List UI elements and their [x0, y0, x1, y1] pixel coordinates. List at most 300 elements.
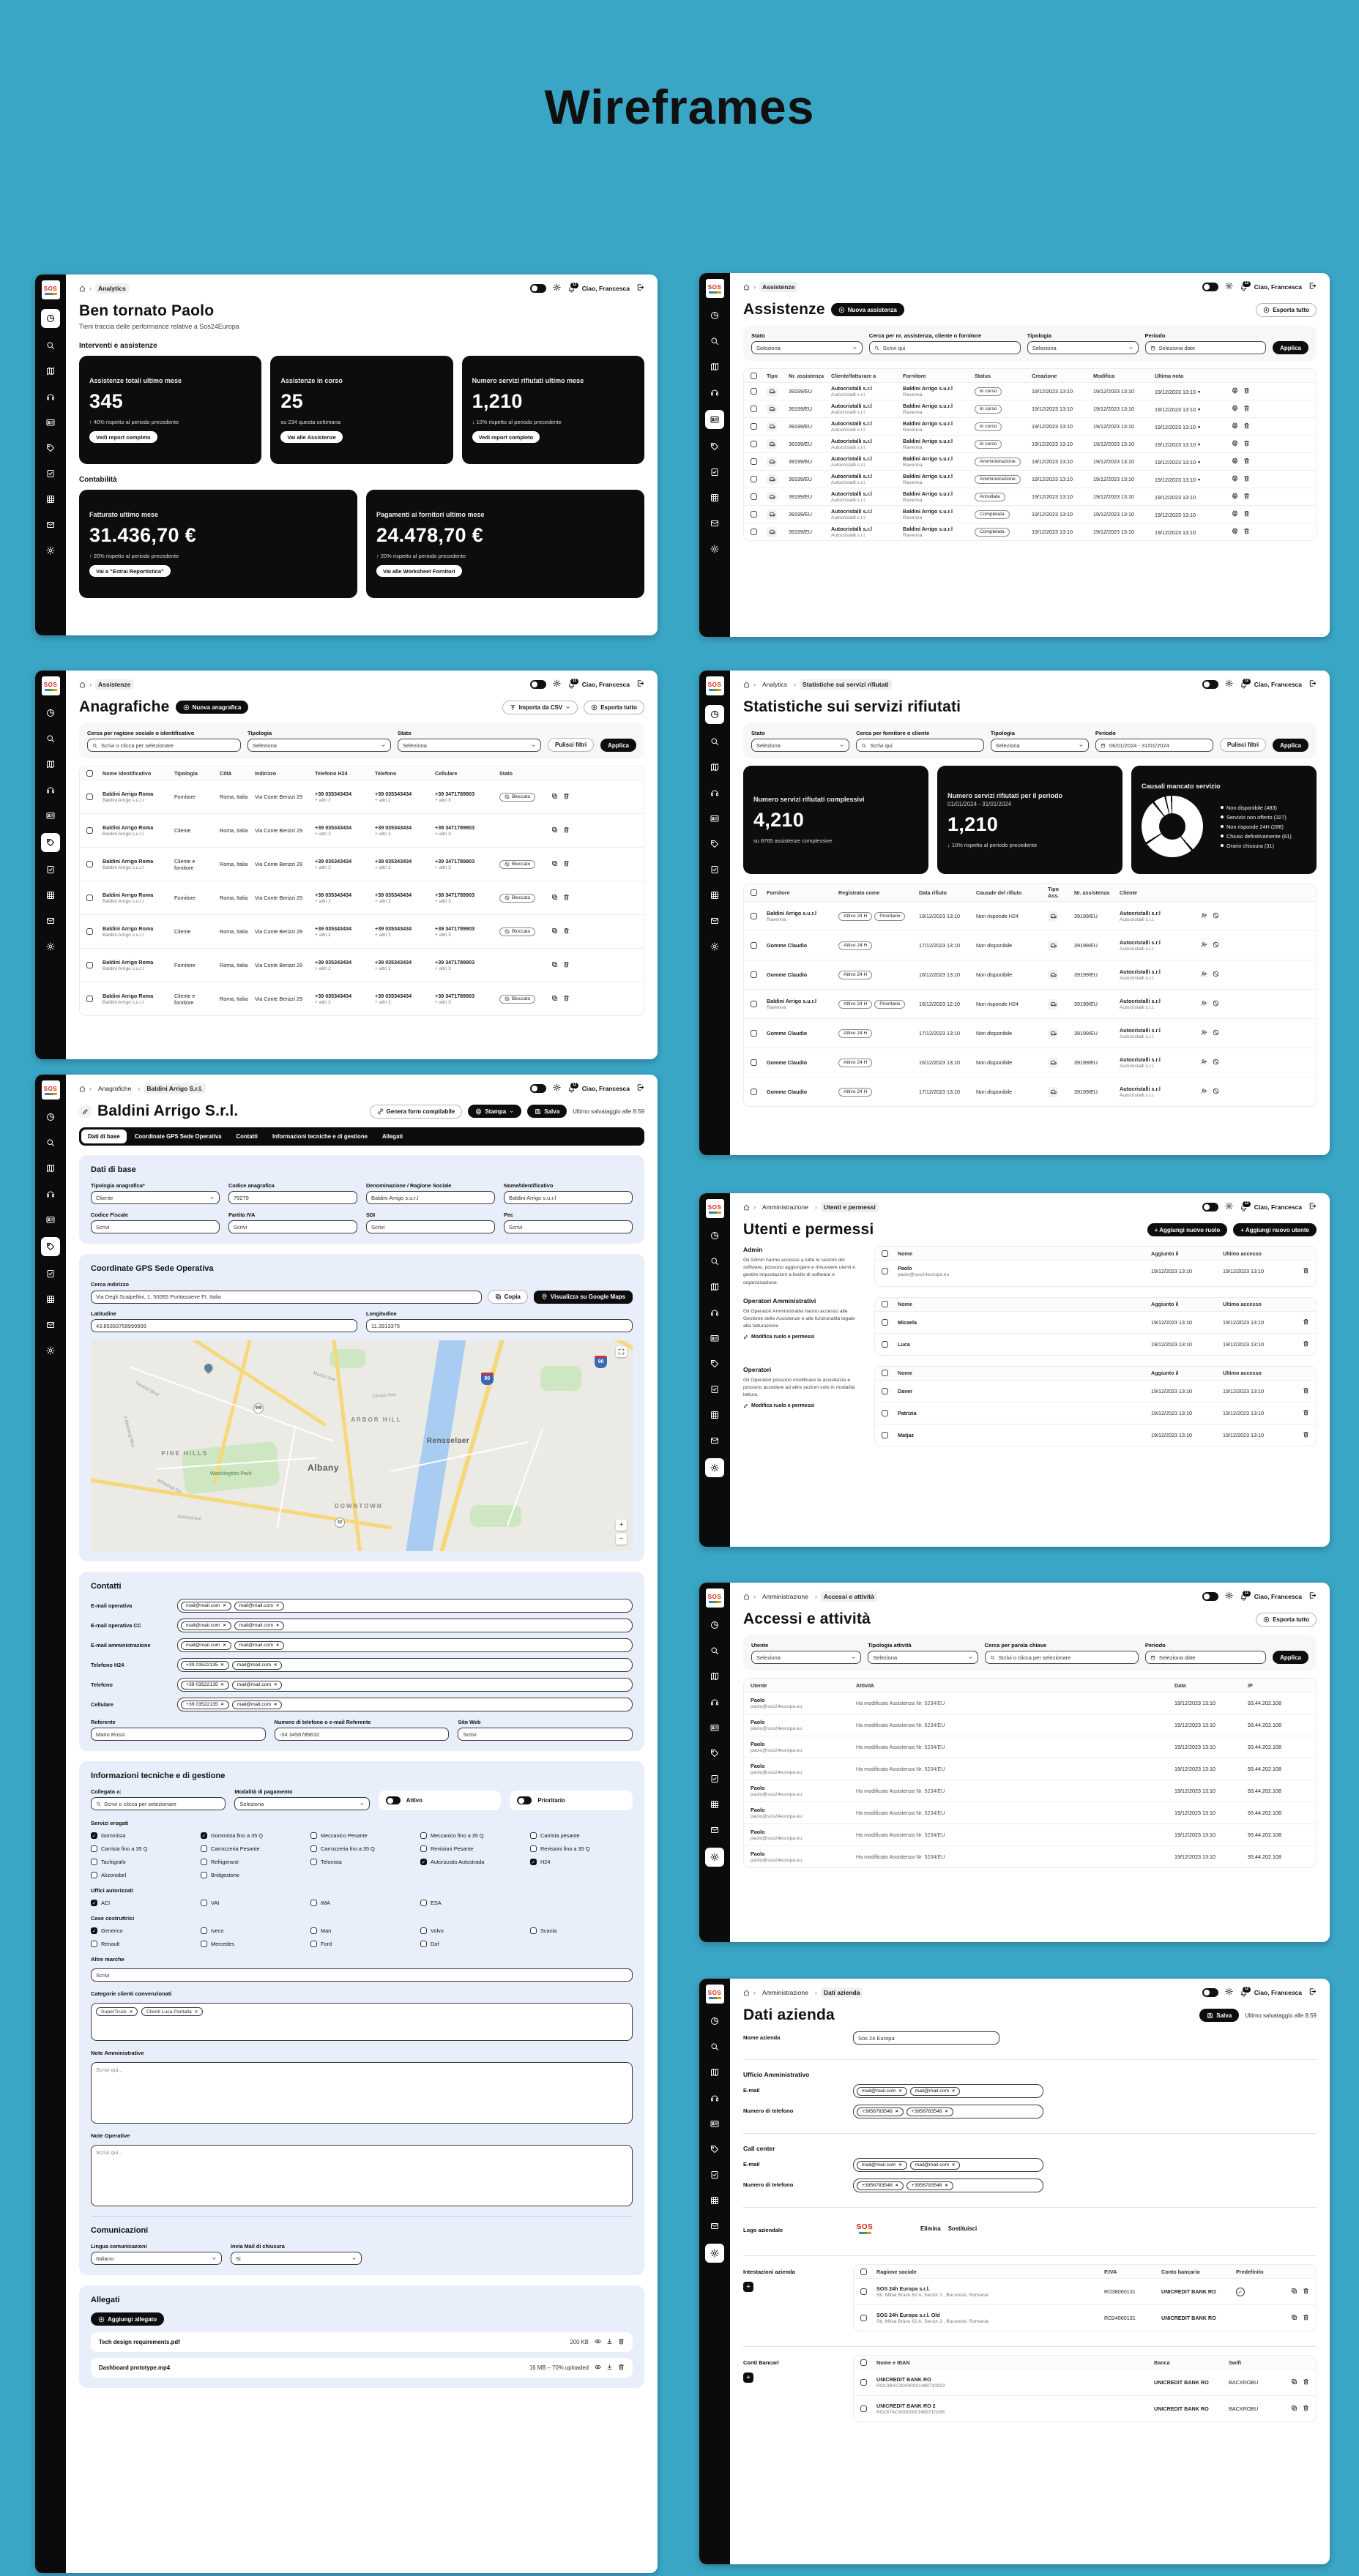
sidebar-item-mail[interactable] — [707, 913, 723, 929]
copy-icon[interactable] — [551, 995, 558, 1003]
office-checkbox[interactable]: VAI — [201, 1900, 303, 1906]
sidebar-item-map[interactable] — [42, 1160, 59, 1176]
trash-icon[interactable] — [1243, 440, 1250, 448]
chips-input[interactable] — [177, 1619, 633, 1632]
export-all-button[interactable]: Esporta tutto — [1256, 303, 1317, 317]
referente-tel-field[interactable]: -34 3456789632 — [275, 1728, 450, 1741]
select-all-checkbox[interactable] — [860, 2359, 867, 2366]
trash-icon[interactable] — [1243, 422, 1250, 430]
trash-icon[interactable] — [1303, 1267, 1309, 1275]
replace-logo-link[interactable]: Sostituisci — [947, 2225, 978, 2232]
copy-icon[interactable] — [551, 927, 558, 936]
map-canvas[interactable]: PINE HILLS ARBOR HILL DOWNTOWN Washington Park Albany Rensselaer Morton Ave Second Ave Whitehall Rd Hackett Blvd S Manning Blvd Clinton Ave 9W 32 90 90 + − — [91, 1340, 633, 1551]
table-row[interactable]: Gomme Claudio Attivo 24 H 17/12/2023 13:10 Non disponibile 39199/EU Autocristalli s.r.l Autocristalli s.r.l. — [744, 1018, 1316, 1048]
print-icon[interactable] — [1232, 510, 1238, 518]
mail-chiusura-select[interactable]: Si — [231, 2252, 362, 2265]
manufacturer-checkbox[interactable]: Renault — [91, 1941, 193, 1947]
copy-icon[interactable] — [1291, 2378, 1297, 2386]
service-checkbox[interactable]: ✓ H24 — [530, 1859, 633, 1865]
sdi-field[interactable]: Scrivi — [366, 1220, 495, 1233]
remove-icon[interactable]: × — [223, 1623, 226, 1628]
clear-filters-button[interactable]: Pulisci filtri — [1220, 738, 1266, 752]
sidebar-item-settings[interactable] — [707, 938, 723, 955]
service-checkbox[interactable]: Tachigrafo — [91, 1859, 193, 1865]
trash-icon[interactable] — [1243, 528, 1250, 536]
row-checkbox[interactable] — [860, 2288, 867, 2295]
table-row[interactable]: 39199/EU Autocristalli s.r.l Autocristalli s.r.l. Baldini Arrigo s.u.r.l Ravenna In corso 19/12/2023 13:10 19/12/2023 13:10 19/12/2023 13:10 • — [744, 417, 1316, 435]
chip[interactable]: mail@mail.com × — [232, 1700, 283, 1709]
trash-icon[interactable] — [563, 995, 570, 1003]
row-checkbox[interactable] — [751, 406, 757, 412]
chip[interactable]: +39 03522135 × — [181, 1661, 229, 1670]
add-user-button[interactable]: + Aggiungi nuovo utente — [1233, 1223, 1317, 1236]
import-csv-button[interactable]: Importa da CSV — [502, 701, 578, 714]
sidebar-item-mail[interactable] — [42, 517, 59, 533]
row-checkbox[interactable] — [751, 441, 757, 447]
apply-button[interactable]: Applica — [1273, 739, 1308, 752]
sidebar-item-assistenze[interactable] — [707, 384, 723, 400]
service-checkbox[interactable]: Carrista fino a 35 Q — [91, 1845, 193, 1852]
remove-icon[interactable]: × — [274, 1662, 278, 1668]
sidebar-item-tasks[interactable] — [707, 464, 723, 480]
trash-icon[interactable] — [563, 860, 570, 868]
table-row[interactable]: 39199/EU Autocristalli s.r.l Autocristalli s.r.l. Baldini Arrigo s.u.r.l Ravenna In corso 19/12/2023 13:10 19/12/2023 13:10 19/12/2023 13:10 • — [744, 435, 1316, 452]
row-checkbox[interactable] — [751, 529, 757, 535]
row-checkbox[interactable] — [751, 388, 757, 395]
table-row[interactable]: 39199/EU Autocristalli s.r.l Autocristalli s.r.l. Baldini Arrigo s.u.r.l Ravenna Annullata 19/12/2023 13:10 19/12/2023 13:10 19/12/2023 13:10 — [744, 488, 1316, 505]
user-row[interactable]: Patrizia 19/12/2023 13:10 19/12/2023 13:10 — [875, 1402, 1316, 1424]
app-logo[interactable]: SOS — [706, 279, 724, 298]
sidebar-item-assistenze[interactable] — [707, 1694, 723, 1710]
attachment-row[interactable]: Tech design requirements.pdf 200 KB — [91, 2332, 633, 2352]
select-all-checkbox[interactable] — [882, 1250, 888, 1257]
lingua-select[interactable]: Italiano — [91, 2252, 222, 2265]
assign-user-icon[interactable] — [1201, 1000, 1207, 1008]
service-checkbox[interactable]: Meccanico Pesante — [310, 1832, 413, 1839]
sidebar-item-tasks[interactable] — [42, 1266, 59, 1282]
sidebar-item-map[interactable] — [42, 756, 59, 772]
conto-row[interactable]: UNICREDIT BANK RO 2 RO15TACX0000001499710186 UNICREDIT BANK RO BACXROBU — [854, 2395, 1316, 2422]
block-icon[interactable] — [1213, 941, 1219, 949]
notifications-bell-icon[interactable] — [1240, 1203, 1248, 1212]
utente-select[interactable]: Seleziona — [751, 1651, 861, 1664]
sidebar-item-tables[interactable] — [707, 1407, 723, 1423]
service-checkbox[interactable]: Bridgestone — [201, 1872, 303, 1878]
trash-icon[interactable] — [1303, 1431, 1309, 1439]
office-checkbox[interactable]: IMA — [310, 1900, 413, 1906]
email-chips-input[interactable]: mail@mail.com × mail@mail.com × — [853, 2084, 1043, 2098]
row-checkbox[interactable] — [882, 1268, 888, 1274]
settings-gear-icon[interactable] — [1225, 678, 1233, 691]
sidebar-item-search[interactable] — [707, 333, 723, 349]
service-checkbox[interactable]: Revisioni Pesante — [420, 1845, 523, 1852]
print-icon[interactable] — [1232, 475, 1238, 483]
add-intestazione-button[interactable]: + — [743, 2282, 753, 2292]
theme-toggle[interactable] — [1202, 283, 1218, 291]
chip[interactable]: mail@mail.com × — [234, 1621, 285, 1630]
logout-icon[interactable] — [636, 282, 644, 295]
logout-icon[interactable] — [1308, 280, 1317, 294]
sidebar-item-map[interactable] — [707, 2064, 723, 2080]
conto-row[interactable]: UNICREDIT BANK RO RO13BACX0000001499710002 UNICREDIT BANK RO BACXROBU — [854, 2369, 1316, 2395]
prioritario-toggle[interactable]: Prioritario — [510, 1791, 633, 1810]
google-maps-button[interactable]: Visualizza su Google Maps — [534, 1291, 633, 1304]
collegato-a-input[interactable]: Scrivi o clicca per selezionare — [91, 1797, 226, 1810]
logout-icon[interactable] — [636, 678, 644, 691]
manufacturer-checkbox[interactable]: Iveco — [201, 1927, 303, 1934]
trash-icon[interactable] — [1303, 1409, 1309, 1417]
service-checkbox[interactable]: Telonista — [310, 1859, 413, 1865]
sidebar-item-search[interactable] — [707, 1643, 723, 1659]
activity-row[interactable]: Paolo paolo@sos24europa.eu Ha modificato Assistenza Nr. 5234/EU 19/12/2023 13:10 93.44.202.108 — [744, 1780, 1316, 1802]
table-row[interactable]: Baldini Arrigo Roma Baldini Arrigo s.u.r.l Cliente Roma, Italia Via Conte Berizzi 29 +39 035343434 + altri 2 +39 035343434 + altri 2 +39 3471789903 + altri 3 — [80, 813, 644, 847]
manufacturer-checkbox[interactable]: Volvo — [420, 1927, 523, 1934]
app-logo[interactable]: SOS — [42, 676, 60, 695]
service-checkbox[interactable]: Carrista pesante — [530, 1832, 633, 1839]
row-checkbox[interactable] — [882, 1432, 888, 1438]
preview-eye-icon[interactable] — [595, 2364, 601, 2372]
table-row[interactable]: Gomme Claudio Attivo 24 H 17/12/2023 13:10 Non disponibile 39199/EU Autocristalli s.r.l Autocristalli s.r.l. — [744, 1077, 1316, 1106]
notifications-bell-icon[interactable] — [1240, 1989, 1248, 1997]
stato-select[interactable]: Seleziona — [398, 739, 541, 752]
sidebar-item-tasks[interactable] — [707, 1771, 723, 1787]
tab-info-tecniche[interactable]: Informazioni tecniche e di gestione — [272, 1133, 368, 1140]
remove-icon[interactable]: × — [898, 2162, 902, 2168]
copy-icon[interactable] — [551, 961, 558, 969]
table-row[interactable]: 39199/EU Autocristalli s.r.l Autocristalli s.r.l. Baldini Arrigo s.u.r.l Ravenna Completata 19/12/2023 13:10 19/12/2023 13:10 19/12/2023 13:10 — [744, 505, 1316, 523]
attachment-row[interactable]: Dashboard prototype.mp4 16 MB – 70% uploaded — [91, 2358, 633, 2378]
sidebar-item-tasks[interactable] — [42, 466, 59, 482]
service-checkbox[interactable]: Meccanico fino a 35 Q — [420, 1832, 523, 1839]
copy-address-button[interactable]: Copia — [488, 1290, 528, 1304]
referente-field[interactable]: Mario Rossi — [91, 1728, 266, 1741]
app-logo[interactable]: SOS — [706, 1588, 724, 1608]
categorie-chips-input[interactable]: SuperTruck × Clienti Luca Pantalla × — [91, 2003, 633, 2041]
latitude-field[interactable]: 43.85393759999999 — [91, 1319, 357, 1332]
service-checkbox[interactable]: Refrigeranti — [201, 1859, 303, 1865]
partita-iva-field[interactable]: Scrivi — [228, 1220, 357, 1233]
logout-icon[interactable] — [1308, 1590, 1317, 1603]
new-assistenza-button[interactable]: Nuova assistenza — [831, 303, 904, 316]
row-checkbox[interactable] — [860, 2405, 867, 2412]
tipologia-select[interactable]: Seleziona — [868, 1651, 978, 1664]
pagamento-select[interactable]: Seleziona — [234, 1797, 369, 1810]
user-row[interactable]: Daver 19/12/2023 13:10 19/12/2023 13:10 — [875, 1380, 1316, 1402]
manufacturer-checkbox[interactable]: ✓ Generico — [91, 1927, 193, 1934]
row-checkbox[interactable] — [882, 1319, 888, 1326]
card-action-button[interactable]: Vai alle Assistenze — [280, 431, 342, 443]
apply-button[interactable]: Applica — [1273, 341, 1308, 354]
table-row[interactable]: 39199/EU Autocristalli s.r.l Autocristalli s.r.l. Baldini Arrigo s.u.r.l Ravenna Completata 19/12/2023 13:10 19/12/2023 13:10 19/12/2023 13:10 — [744, 523, 1316, 540]
trash-icon[interactable] — [1243, 458, 1250, 466]
assign-user-icon[interactable] — [1201, 912, 1207, 920]
manufacturer-checkbox[interactable]: Daf — [420, 1941, 523, 1947]
sidebar-item-anagrafiche[interactable] — [707, 1720, 723, 1736]
chip[interactable]: mail@mail.com × — [234, 1641, 285, 1650]
remove-icon[interactable]: × — [895, 2109, 898, 2114]
table-row[interactable]: Baldini Arrigo Roma Baldini Arrigo s.u.r.l Cliente e fornitore Roma, Italia Via Conte Berizzi 29 +39 035343434 + altri 2 +39 035343434 + altri 2 +39 3471789903 + altri 3 Bloccato — [80, 847, 644, 881]
pec-field[interactable]: Scrivi — [504, 1220, 633, 1233]
sidebar-item-anagrafiche[interactable] — [42, 807, 59, 824]
breadcrumb[interactable]: › Amministrazione › Accessi e attività — [743, 1591, 877, 1602]
sidebar-item-anagrafiche[interactable] — [707, 1330, 723, 1346]
table-row[interactable]: 39199/EU Autocristalli s.r.l Autocristalli s.r.l. Baldini Arrigo s.u.r.l Ravenna In corso 19/12/2023 13:10 19/12/2023 13:10 19/12/2023 13:10 • — [744, 382, 1316, 400]
sidebar-item-search[interactable] — [707, 733, 723, 750]
chip[interactable]: mail@mail.com × — [232, 1661, 283, 1670]
remove-icon[interactable]: × — [952, 2162, 956, 2168]
trash-icon[interactable] — [1303, 1387, 1309, 1395]
sidebar-item-settings[interactable] — [705, 1458, 724, 1477]
codice-field[interactable]: 79279 — [228, 1191, 357, 1204]
search-input[interactable]: Scrivi qui — [869, 341, 1021, 354]
tipologia-select[interactable]: Cliente — [91, 1191, 220, 1204]
sidebar-item-map[interactable] — [707, 359, 723, 375]
theme-toggle[interactable] — [530, 284, 546, 293]
breadcrumb[interactable]: › Amministrazione › Utenti e permessi — [743, 1202, 879, 1212]
print-icon[interactable] — [1232, 422, 1238, 430]
stato-select[interactable]: Seleziona — [751, 739, 849, 752]
office-checkbox[interactable]: ESA — [420, 1900, 523, 1906]
add-conto-button[interactable]: + — [743, 2372, 753, 2383]
chip[interactable]: mail@mail.com × — [181, 1621, 231, 1630]
settings-gear-icon[interactable] — [1225, 1590, 1233, 1603]
tipologia-select[interactable]: Seleziona — [247, 739, 391, 752]
row-checkbox[interactable] — [751, 458, 757, 465]
chips-input[interactable] — [177, 1599, 633, 1613]
activity-row[interactable]: Paolo paolo@sos24europa.eu Ha modificato Assistenza Nr. 5234/EU 19/12/2023 13:10 93.44.202.108 — [744, 1845, 1316, 1867]
sidebar-item-settings[interactable] — [42, 938, 59, 955]
row-checkbox[interactable] — [860, 2315, 867, 2321]
theme-toggle[interactable] — [530, 1084, 546, 1093]
map-fullscreen-button[interactable] — [616, 1346, 627, 1357]
copy-icon[interactable] — [551, 793, 558, 801]
row-checkbox[interactable] — [882, 1388, 888, 1395]
trash-icon[interactable] — [1303, 1340, 1309, 1348]
assign-user-icon[interactable] — [1201, 1029, 1207, 1037]
app-logo[interactable]: SOS — [42, 280, 60, 299]
logout-icon[interactable] — [1308, 678, 1317, 691]
chips-input[interactable] — [177, 1698, 633, 1711]
row-checkbox[interactable] — [86, 928, 93, 935]
select-all-checkbox[interactable] — [882, 1301, 888, 1307]
breadcrumb[interactable]: › Assistenze — [743, 282, 797, 292]
breadcrumb[interactable]: › Amministrazione › Dati azienda — [743, 1987, 863, 1998]
search-input[interactable]: Scrivi qui — [856, 739, 983, 752]
trash-icon[interactable] — [1243, 493, 1250, 501]
notifications-bell-icon[interactable] — [1240, 681, 1248, 689]
sidebar-item-search[interactable] — [42, 337, 59, 354]
apply-button[interactable]: Applica — [600, 739, 636, 752]
assign-user-icon[interactable] — [1201, 1088, 1207, 1096]
export-all-button[interactable]: Esporta tutto — [584, 701, 644, 714]
sidebar-item-tasks[interactable] — [42, 862, 59, 878]
card-action-button[interactable]: Vai alle Worksheet Fornitori — [376, 565, 462, 577]
sidebar-item-settings[interactable] — [42, 542, 59, 559]
remove-icon[interactable]: × — [276, 1603, 280, 1608]
sidebar-item-mail[interactable] — [42, 913, 59, 929]
table-row[interactable]: Gomme Claudio Attivo 24 H 16/12/2023 13:10 Non disponibile 39199/EU Autocristalli s.r.l Autocristalli s.r.l. — [744, 1048, 1316, 1077]
table-row[interactable]: Baldini Arrigo s.u.r.l Ravenna Attivo 24 H Prioritario 16/12/2023 12:10 Non risponde H24 39199/EU Autocristalli s.r.l Autocristalli s.r.l. — [744, 989, 1316, 1018]
row-checkbox[interactable] — [751, 476, 757, 482]
print-icon[interactable] — [1232, 458, 1238, 466]
sidebar-item-mail[interactable] — [707, 2218, 723, 2234]
sidebar-item-search[interactable] — [42, 1135, 59, 1151]
remove-icon[interactable]: × — [945, 2183, 948, 2188]
sidebar-item-assistenze[interactable] — [42, 782, 59, 798]
copy-icon[interactable] — [1291, 2314, 1297, 2322]
row-checkbox[interactable] — [86, 996, 93, 1002]
activity-row[interactable]: Paolo paolo@sos24europa.eu Ha modificato Assistenza Nr. 5234/EU 19/12/2023 13:10 93.44.202.108 — [744, 1758, 1316, 1780]
sidebar-item-tables[interactable] — [707, 887, 723, 903]
sidebar-item-tags[interactable] — [707, 1745, 723, 1761]
intestazione-row[interactable]: SOS 24h Europa s.r.l. Str. Mihai Bravu 62 A, Sector 2 , Bucuresti, Romania RO38060131 UNICREDIT BANK RO ✓ — [854, 2278, 1316, 2304]
row-checkbox[interactable] — [86, 827, 93, 834]
service-checkbox[interactable]: Carrozzeria Pesante — [201, 1845, 303, 1852]
tab-gps[interactable]: Coordinate GPS Sede Operativa — [134, 1133, 222, 1140]
sidebar-item-search[interactable] — [707, 2039, 723, 2055]
copy-icon[interactable] — [551, 894, 558, 902]
tab-contatti[interactable]: Contatti — [236, 1133, 258, 1140]
row-checkbox[interactable] — [751, 942, 757, 949]
user-row[interactable]: Micaela 19/12/2023 13:10 19/12/2023 13:10 — [875, 1311, 1316, 1333]
row-checkbox[interactable] — [751, 913, 757, 919]
activity-row[interactable]: Paolo paolo@sos24europa.eu Ha modificato Assistenza Nr. 5234/EU 19/12/2023 13:10 93.44.202.108 — [744, 1802, 1316, 1823]
notifications-bell-icon[interactable] — [567, 681, 576, 689]
remove-icon[interactable]: × — [274, 1682, 278, 1687]
edit-title-icon[interactable] — [79, 1105, 92, 1118]
user-row[interactable]: Paolo paolo@sos24europa.eu 19/12/2023 13:10 19/12/2023 13:10 — [875, 1260, 1316, 1282]
trash-icon[interactable] — [563, 793, 570, 801]
remove-icon[interactable]: × — [129, 2009, 133, 2015]
copy-icon[interactable] — [1291, 2405, 1297, 2413]
row-checkbox[interactable] — [860, 2379, 867, 2386]
sidebar-item-analytics[interactable] — [707, 2013, 723, 2029]
trash-icon[interactable] — [618, 2338, 625, 2346]
row-checkbox[interactable] — [751, 971, 757, 978]
chip[interactable]: mail@mail.com × — [232, 1681, 283, 1690]
app-logo[interactable]: SOS — [706, 676, 724, 695]
manufacturer-checkbox[interactable]: Mercedes — [201, 1941, 303, 1947]
tab-allegati[interactable]: Allegati — [381, 1133, 403, 1140]
notifications-bell-icon[interactable] — [567, 1085, 576, 1093]
sidebar-item-tags[interactable] — [707, 2141, 723, 2157]
phone-chips-input[interactable]: +3956783546 × +3956783546 × — [853, 2179, 1043, 2192]
row-checkbox[interactable] — [882, 1341, 888, 1348]
attivo-toggle[interactable]: Attivo — [379, 1791, 502, 1810]
select-all-checkbox[interactable] — [860, 2269, 867, 2275]
add-role-button[interactable]: + Aggiungi nuovo ruolo — [1147, 1223, 1228, 1236]
breadcrumb[interactable]: › Anagrafiche › Baldini Arrigo S.r.l. — [79, 1083, 206, 1094]
address-input[interactable]: Via Degli Scalpellini, 1, 50065 Pontassieve FI, Italia — [91, 1291, 482, 1304]
manufacturer-checkbox[interactable]: Man — [310, 1927, 413, 1934]
sidebar-item-anagrafiche[interactable] — [42, 1212, 59, 1228]
sidebar-item-analytics[interactable] — [41, 309, 60, 328]
activity-row[interactable]: Paolo paolo@sos24europa.eu Ha modificato Assistenza Nr. 5234/EU 19/12/2023 13:10 93.44.202.108 — [744, 1736, 1316, 1758]
note-amministrative-textarea[interactable]: Scrivi qui... — [91, 2062, 633, 2124]
user-row[interactable]: Matjaz 19/12/2023 13:10 19/12/2023 13:10 — [875, 1424, 1316, 1446]
sidebar-item-tags[interactable] — [42, 440, 59, 456]
copy-icon[interactable] — [551, 860, 558, 868]
sidebar-item-tables[interactable] — [707, 2192, 723, 2209]
company-name-field[interactable]: Sos 24 Europa — [853, 2031, 999, 2045]
sidebar-item-tags[interactable] — [41, 833, 60, 852]
sidebar-item-tables[interactable] — [42, 887, 59, 903]
table-row[interactable]: Baldini Arrigo s.u.r.l Ravenna Attivo 24 H Prioritario 19/12/2023 13:10 Non risponde H24 39199/EU Autocristalli s.r.l Autocristalli s.r.l. — [744, 901, 1316, 930]
sidebar-item-tasks[interactable] — [707, 862, 723, 878]
row-checkbox[interactable] — [86, 895, 93, 901]
assign-user-icon[interactable] — [1201, 1059, 1207, 1067]
theme-toggle[interactable] — [530, 680, 546, 689]
remove-icon[interactable]: × — [276, 1623, 280, 1628]
row-checkbox[interactable] — [751, 1059, 757, 1066]
longitude-field[interactable]: 11.3913375 — [366, 1319, 633, 1332]
settings-gear-icon[interactable] — [1225, 1986, 1233, 1999]
sito-web-field[interactable]: Scrivi — [458, 1728, 633, 1741]
row-checkbox[interactable] — [751, 1030, 757, 1037]
manufacturer-checkbox[interactable]: Ford — [310, 1941, 413, 1947]
service-checkbox[interactable]: Akzonobel — [91, 1872, 193, 1878]
table-row[interactable]: 39199/EU Autocristalli s.r.l Autocristalli s.r.l. Baldini Arrigo s.u.r.l Ravenna In corso 19/12/2023 13:10 19/12/2023 13:10 19/12/2023 13:10 • — [744, 400, 1316, 417]
app-logo[interactable]: SOS — [706, 1199, 724, 1218]
sidebar-item-settings[interactable] — [42, 1343, 59, 1359]
notifications-bell-icon[interactable] — [1240, 283, 1248, 291]
activity-row[interactable]: Paolo paolo@sos24europa.eu Ha modificato Assistenza Nr. 5234/EU 19/12/2023 13:10 93.44.202.108 — [744, 1692, 1316, 1714]
sidebar-item-mail[interactable] — [42, 1317, 59, 1333]
identificativo-field[interactable]: Baldini Arrigo s.u.r.l — [504, 1191, 633, 1204]
remove-icon[interactable]: × — [223, 1603, 226, 1608]
phone-chips-input[interactable]: +3956783546 × +3956783546 × — [853, 2105, 1043, 2118]
sidebar-item-mail[interactable] — [707, 1433, 723, 1449]
settings-gear-icon[interactable] — [553, 678, 561, 691]
manufacturer-checkbox[interactable]: Scania — [530, 1927, 633, 1934]
print-icon[interactable] — [1232, 405, 1238, 413]
sidebar-item-tags[interactable] — [707, 1356, 723, 1372]
office-checkbox[interactable]: ✓ ACI — [91, 1900, 193, 1906]
altre-marche-input[interactable]: Scrivi — [91, 1968, 633, 1982]
row-checkbox[interactable] — [86, 861, 93, 867]
breadcrumb[interactable]: › Analytics — [79, 283, 129, 294]
trash-icon[interactable] — [1243, 510, 1250, 518]
remove-icon[interactable]: × — [194, 2009, 198, 2015]
row-checkbox[interactable] — [86, 962, 93, 968]
sidebar-item-map[interactable] — [707, 1279, 723, 1295]
table-row[interactable]: Baldini Arrigo Roma Baldini Arrigo s.u.r.l Cliente Roma, Italia Via Conte Berizzi 29 +39 035343434 + altri 2 +39 035343434 + altri 2 +39 3471789903 + altri 3 Bloccato — [80, 914, 644, 948]
sidebar-item-anagrafiche[interactable] — [42, 414, 59, 430]
row-checkbox[interactable] — [751, 511, 757, 518]
tab-dati-di-base[interactable]: Dati di base — [81, 1130, 127, 1143]
table-row[interactable]: Gomme Claudio Attivo 24 H 16/12/2023 13:10 Non disponibile 39199/EU Autocristalli s.r.l Autocristalli s.r.l. — [744, 960, 1316, 989]
sidebar-item-assistenze[interactable] — [707, 1304, 723, 1321]
row-checkbox[interactable] — [751, 423, 757, 430]
email-chips-input[interactable]: mail@mail.com × mail@mail.com × — [853, 2158, 1043, 2172]
row-checkbox[interactable] — [882, 1410, 888, 1416]
remove-icon[interactable]: × — [945, 2109, 948, 2114]
settings-gear-icon[interactable] — [1225, 1201, 1233, 1214]
sidebar-item-settings[interactable] — [707, 541, 723, 557]
activity-row[interactable]: Paolo paolo@sos24europa.eu Ha modificato Assistenza Nr. 5234/EU 19/12/2023 13:10 93.44.202.108 — [744, 1823, 1316, 1845]
table-row[interactable]: 39199/EU Autocristalli s.r.l Autocristalli s.r.l. Baldini Arrigo s.u.r.l Ravenna Amministrazione 19/12/2023 13:10 19/12/2023 13:10 19/12/2023 13:10 • — [744, 470, 1316, 488]
genera-form-button[interactable]: Genera form compilabile — [370, 1105, 463, 1119]
sidebar-item-assistenze[interactable] — [707, 785, 723, 801]
block-icon[interactable] — [1213, 912, 1219, 920]
service-checkbox[interactable]: Revisioni fino a 35 Q — [530, 1845, 633, 1852]
table-row[interactable]: Baldini Arrigo Roma Baldini Arrigo s.u.r.l Fornitore Roma, Italia Via Conte Berizzi 29 +39 035343434 + altri 2 +39 035343434 + altri 2 +39 3471789903 + altri 3 Bloccato — [80, 881, 644, 914]
map-zoom-in-button[interactable]: + — [616, 1520, 627, 1531]
chip[interactable]: mail@mail.com × — [234, 1602, 285, 1610]
add-attachment-button[interactable]: Aggiungi allegato — [91, 2312, 164, 2326]
settings-gear-icon[interactable] — [1225, 280, 1233, 294]
trash-icon[interactable] — [563, 927, 570, 936]
